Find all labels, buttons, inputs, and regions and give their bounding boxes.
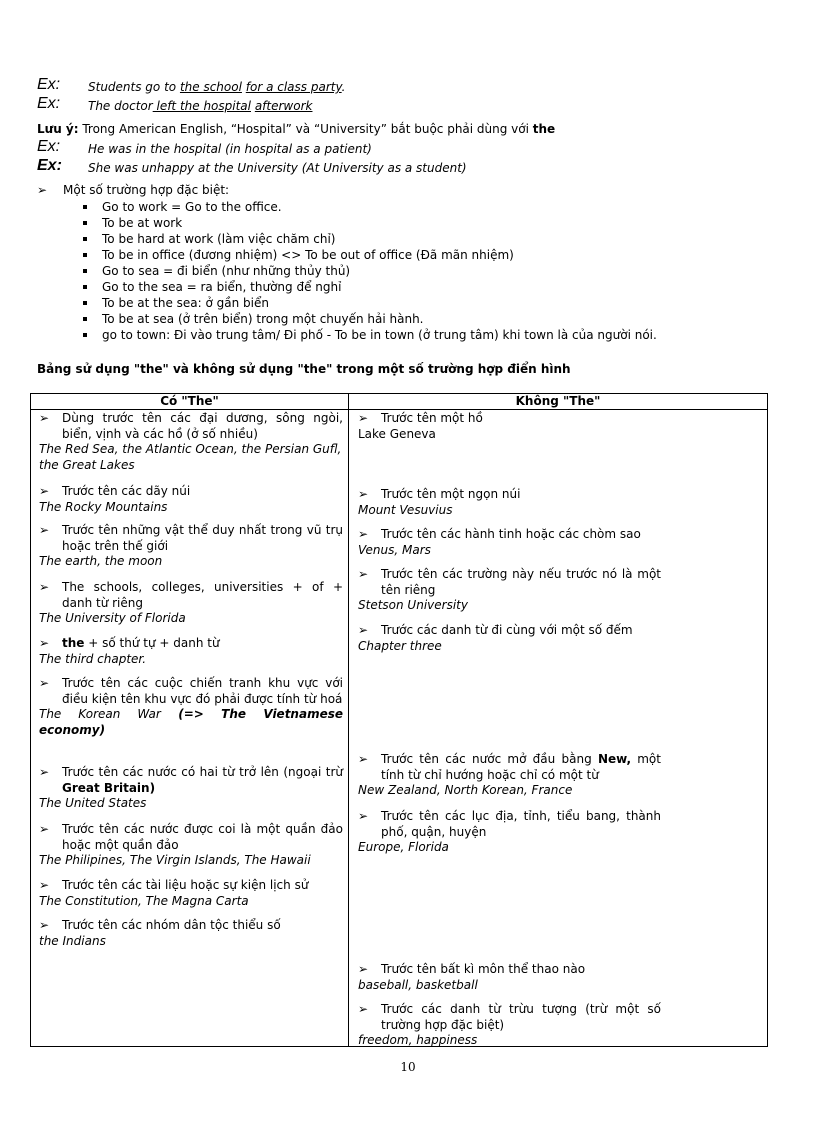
arrow-bullet-icon: ➢ — [358, 962, 369, 976]
table-cell: ➢ Trước tên các nước được coi là một quần đảo hoặc một quần đảo The Philipines, The Virgin Islands, The Hawaii — [39, 822, 343, 867]
table-cell: ➢ Trước tên các nước mở đầu bằng New, một tính từ chỉ hướng hoặc chỉ có một từ New Zealand, North Korean, France — [358, 752, 661, 797]
table-cell: ➢ Trước tên những vật thể duy nhất trong vũ trụ hoặc trên thế giới The earth, the moon — [39, 523, 343, 568]
table-cell: ➢ Trước tên một ngọn núi Mount Vesuvius — [358, 487, 521, 517]
list-item: Go to work = Go to the office. — [83, 199, 657, 215]
arrow-bullet-icon: ➢ — [39, 484, 50, 498]
column-header-the: Có "The" — [160, 394, 219, 408]
arrow-bullet-icon: ➢ — [358, 809, 369, 823]
table-cell: ➢ Trước tên các hành tinh hoặc các chòm sao Venus, Mars — [358, 527, 641, 557]
arrow-bullet-icon: ➢ — [358, 411, 369, 425]
list-item: To be in office (đương nhiệm) <> To be out of office (Đã mãn nhiệm) — [83, 247, 657, 263]
arrow-bullet-icon: ➢ — [358, 752, 369, 766]
table-cell: ➢ Trước tên các tài liệu hoặc sự kiện lịch sử The Constitution, The Magna Carta — [39, 878, 309, 908]
example-label: Ex: — [37, 138, 61, 155]
arrow-bullet-icon: ➢ — [358, 487, 369, 501]
table-cell: ➢ Dùng trước tên các đại dương, sông ngòi, biển, vịnh và các hồ (ở số nhiều) The Red Sea, the Atlantic Ocean, the Persian Gufl, the Great Lakes — [39, 411, 343, 472]
header-divider — [31, 409, 767, 410]
arrow-bullet-icon: ➢ — [39, 822, 50, 836]
example-label: Ex: — [37, 95, 61, 112]
arrow-bullet-icon: ➢ — [39, 676, 50, 690]
example-text: She was unhappy at the University (At University as a student) — [88, 161, 467, 175]
arrow-bullet-icon: ➢ — [39, 636, 50, 650]
table-cell: ➢ the + số thứ tự + danh từ The third chapter. — [39, 636, 220, 666]
list-item: To be at the sea: ở gần biển — [83, 295, 657, 311]
arrow-bullet-icon: ➢ — [37, 183, 48, 197]
example-label: Ex: — [37, 76, 61, 93]
table-cell: ➢ Trước tên các nhóm dân tộc thiểu số the Indians — [39, 918, 281, 948]
usage-table — [30, 393, 768, 1047]
table-cell: ➢ Trước tên các trường này nếu trước nó là một tên riêng Stetson University — [358, 567, 661, 612]
table-cell: ➢ Trước các danh từ trừu tượng (trừ một số trường hợp đặc biệt) freedom, happiness — [358, 1002, 661, 1047]
column-header-no-the: Không "The" — [515, 394, 601, 408]
list-item: To be at sea (ở trên biển) trong một chuyến hải hành. — [83, 311, 657, 327]
arrow-bullet-icon: ➢ — [358, 567, 369, 581]
arrow-bullet-icon: ➢ — [39, 765, 50, 779]
table-cell: ➢ Trước tên các nước có hai từ trở lên (ngoại trừ Great Britain) The United States — [39, 765, 343, 810]
page-number: 10 — [400, 1060, 416, 1074]
list-item: To be at work — [83, 215, 657, 231]
table-cell: ➢ Trước tên các cuộc chiến tranh khu vực với điều kiện tên khu vực đó phải được tính từ hoá The Korean War (=> The Vietnamese economy) — [39, 676, 343, 737]
arrow-bullet-icon: ➢ — [358, 1002, 369, 1016]
arrow-bullet-icon: ➢ — [39, 918, 50, 932]
table-cell: ➢ Trước các danh từ đi cùng với một số đếm Chapter three — [358, 623, 633, 653]
example-text: The doctor left the hospital afterwork — [88, 99, 313, 113]
arrow-bullet-icon: ➢ — [39, 580, 50, 594]
special-cases-list — [83, 199, 657, 343]
arrow-bullet-icon: ➢ — [39, 411, 50, 425]
table-cell: ➢ The schools, colleges, universities + of + danh từ riêng The University of Florida — [39, 580, 343, 625]
arrow-bullet-icon: ➢ — [358, 527, 369, 541]
table-cell: ➢ Trước tên các dãy núi The Rocky Mountains — [39, 484, 191, 514]
column-divider — [348, 394, 349, 1046]
list-item: go to town: Đi vào trung tâm/ Đi phố - To be in town (ở trung tâm) khi town là của người nói. — [83, 327, 657, 343]
arrow-bullet-icon: ➢ — [39, 523, 50, 537]
list-item: Go to sea = đi biển (như những thủy thủ) — [83, 263, 657, 279]
arrow-bullet-icon: ➢ — [39, 878, 50, 892]
example-text: He was in the hospital (in hospital as a patient) — [88, 142, 372, 156]
table-cell: ➢ Trước tên bất kì môn thể thao nào baseball, basketball — [358, 962, 586, 992]
table-cell: ➢ Trước tên một hồ Lake Geneva — [358, 411, 483, 441]
list-item: Go to the sea = ra biển, thường để nghỉ — [83, 279, 657, 295]
table-heading: Bảng sử dụng "the" và không sử dụng "the" trong một số trường hợp điển hình — [37, 362, 571, 376]
list-item: To be hard at work (làm việc chăm chỉ) — [83, 231, 657, 247]
example-text: Students go to the school for a class party. — [88, 80, 346, 94]
arrow-bullet-icon: ➢ — [358, 623, 369, 637]
table-cell: ➢ Trước tên các lục địa, tỉnh, tiểu bang, thành phố, quận, huyện Europe, Florida — [358, 809, 661, 854]
example-label: Ex: — [37, 157, 62, 174]
note-line: Lưu ý: Trong American English, “Hospital” và “University” bắt buộc phải dùng với the — [37, 122, 556, 136]
special-cases-heading: ➢ Một số trường hợp đặc biệt: — [37, 183, 230, 197]
